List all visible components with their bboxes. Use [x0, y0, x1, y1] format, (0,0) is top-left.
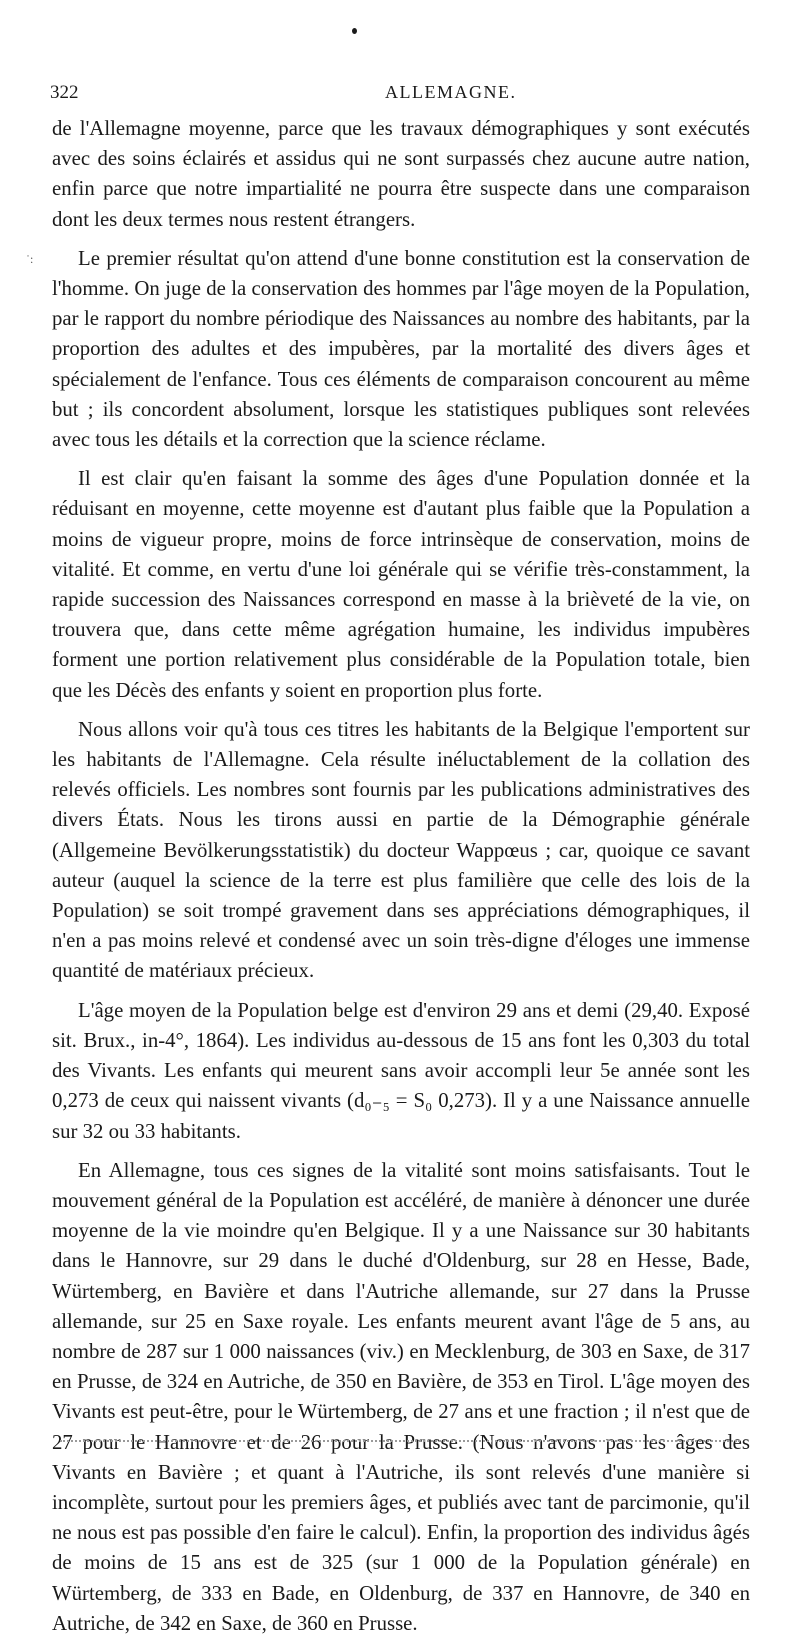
- paragraph-6: En Allemagne, tous ces signes de la vitalité sont moins satisfaisants. Tout le mouvement général de la Population est accéléré, de manière à dénoncer une durée moyenne de la vie moindre qu'en Belgique. Il y a une Naissance sur 30 habitants dans le Hannovre, sur 29 dans le duché d'Oldenburg, sur 28 en Hesse, Bade, Würtemberg, en Bavière et dans l'Autriche allemande, sur 27 dans la Prusse allemande, sur 25 en Saxe royale. Les enfants meurent avant l'âge de 5 ans, au nombre de 287 sur 1 000 naissances (viv.) en Mecklenburg, de 303 en Saxe, de 317 en Prusse, de 324 en Autriche, de 350 en Bavière, de 353 en Tirol. L'âge moyen des Vivants est peut-être, pour le Würtemberg, de 27 ans et une fraction ; il n'est que de 27 pour le Hannovre et de 26 pour la Prusse. (Nous n'avons pas les âges des Vivants en Bavière ; et quant à l'Autriche, ils sont relevés d'une manière si incomplète, surtout pour les premiers âges, et publiés avec tant de parcimonie, qu'il ne nous est pas possible d'en faire le calcul). Enfin, la proportion des individus âgés de moins de 15 ans est de 325 (sur 1 000 de la Population générale) en Würtemberg, de 333 en Bade, en Oldenburg, de 337 en Hannovre, de 340 en Autriche, de 342 en Saxe, de 360 en Prusse.: [52, 1158, 750, 1635]
- running-title: ALLEMAGNE.: [385, 82, 517, 102]
- paragraph-5: L'âge moyen de la Population belge est d'environ 29 ans et demi (29,40. Exposé sit. Brux., in-4°, 1864). Les individus au-dessous de 15 ans font les 0,303 du total des Vivants. Les enfants qui meurent sans avoir accompli leur 5e année sont les 0,273 de ceux qui naissent vivants (d₀₋₅ = S₀ 0,273). Il y a une Naissance annuelle sur 32 ou 33 habitants.: [52, 998, 750, 1143]
- paragraph-3: Il est clair qu'en faisant la somme des âges d'une Population donnée et la réduisant en moyenne, cette moyenne est d'autant plus faible que la Population a moins de vigueur propre, moins de force intrinsèque de conservation, moins de vitalité. Et comme, en vertu d'une loi générale qui se vérifie très-constamment, la rapide succession des Naissances correspond en masse à la brièveté de la vie, on trouvera que, dans cette même agrégation humaine, les individus impubères forment une portion relativement plus considérable de la Population totale, bien que les Décès des enfants y soient en proportion plus forte.: [52, 467, 750, 702]
- page-header: [50, 82, 750, 108]
- page-number: 322: [50, 82, 79, 103]
- ink-speck: [352, 28, 357, 34]
- margin-mark: ˙:: [26, 252, 34, 266]
- paragraph-4: Nous allons voir qu'à tous ces titres les habitants de la Belgique l'emportent sur les habitants de l'Allemagne. Cela résulte inéluctablement de la collation des relevés officiels. Les nombres sont fournis par les publications administratives des divers États. Nous les tirons aussi en partie de la Démographie générale (Allgemeine Bevölkerungsstatistik) du docteur Wappœus ; car, quoique ce savant auteur (auquel la science de la terre est plus familière que celle des lois de la Population) se soit trompé gravement dans ses appréciations démographiques, il n'en a pas moins relevé et condensé avec un soin très-digne d'éloges une immense quantité de matériaux précieux.: [52, 717, 750, 983]
- body-text: [52, 114, 750, 1648]
- bleed-through-line: [60, 1440, 740, 1442]
- paragraph-1: de l'Allemagne moyenne, parce que les travaux démographiques y sont exécutés avec des soins éclairés et assidus qui ne sont surpassés chez aucune autre nation, enfin parce que notre impartialité ne pourra être suspecte dans une comparaison dont les deux termes nous restent étrangers.: [52, 117, 750, 231]
- paragraph-2: Le premier résultat qu'on attend d'une bonne constitution est la conservation de l'homme. On juge de la conservation des hommes par l'âge moyen de la Population, par le rapport du nombre périodique des Naissances au nombre des habitants, par la proportion des adultes et des impubères, par la mortalité des divers âges et spécialement de l'enfance. Tous ces éléments de comparaison concourent au même but ; ils concordent absolument, lorsque les statistiques publiques sont relevées avec tous les détails et la correction que la science réclame.: [52, 246, 750, 452]
